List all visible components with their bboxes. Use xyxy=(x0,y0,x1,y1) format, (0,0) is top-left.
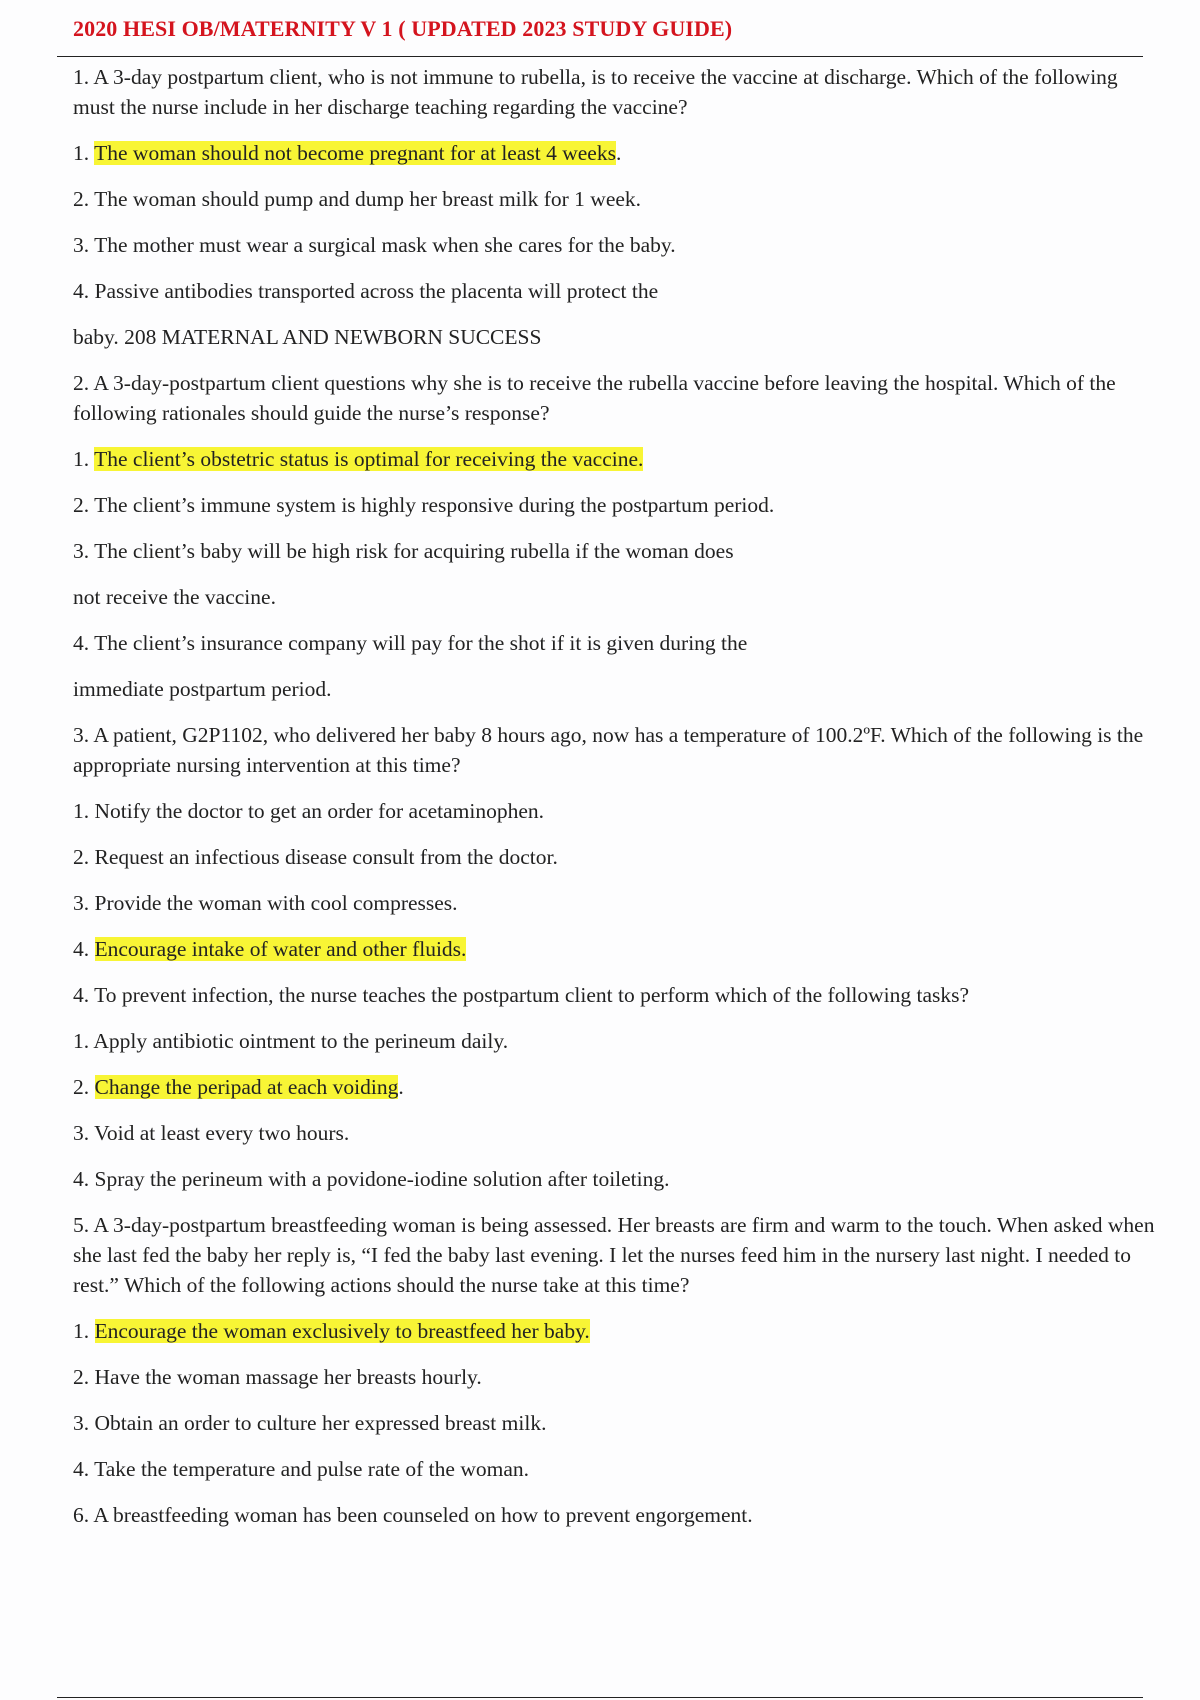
question-2-option-3-continued: not receive the vaccine. xyxy=(73,585,276,609)
page-title: 2020 HESI OB/MATERNITY V 1 ( UPDATED 2023 STUDY GUIDE) xyxy=(73,16,733,41)
question-3-stem: 3. A patient, G2P1102, who delivered her baby 8 hours ago, now has a temperature of 100.2ºF. Which of the following is the appropriate nursing intervention at this time? xyxy=(73,723,1144,777)
question-3-option-2: 2. Request an infectious disease consult from the doctor. xyxy=(73,845,558,869)
question-3-option-1: 1. Notify the doctor to get an order for acetaminophen. xyxy=(73,799,545,823)
question-5-option-4: 4. Take the temperature and pulse rate of the woman. xyxy=(73,1457,529,1481)
option-number: 2. xyxy=(73,1075,95,1099)
question-2-answer-highlighted xyxy=(73,444,1163,474)
highlighted-answer: The client’s obstetric status is optimal for receiving the vaccine. xyxy=(94,447,644,471)
highlighted-answer: The woman should not become pregnant for at least 4 weeks xyxy=(94,141,616,165)
question-4-stem: 4. To prevent infection, the nurse teaches the postpartum client to perform which of the following tasks? xyxy=(73,983,970,1007)
question-2-option-4-continued: immediate postpartum period. xyxy=(73,677,332,701)
question-3-option-3: 3. Provide the woman with cool compresses. xyxy=(73,891,458,915)
option-number: 1. xyxy=(73,447,95,471)
option-number: 4. xyxy=(73,937,95,961)
answer-suffix: . xyxy=(615,141,622,165)
document-body xyxy=(73,62,1163,1546)
question-5-stem: 5. A 3-day-postpartum breastfeeding woman is being assessed. Her breasts are firm and warm to the touch. When asked when she last fed the baby her reply is, “I fed the baby last evening. I let the nurses feed him in the nursery last night. I needed to rest.” Which of the following actions should the nurse take at this time? xyxy=(73,1213,1155,1297)
option-number: 1. xyxy=(73,1319,95,1343)
highlighted-answer: Change the peripad at each voiding xyxy=(94,1075,399,1099)
answer-suffix: . xyxy=(398,1075,404,1099)
question-1-option-3: 3. The mother must wear a surgical mask when she cares for the baby. xyxy=(73,233,676,257)
question-4-option-1: 1. Apply antibiotic ointment to the perineum daily. xyxy=(73,1029,509,1053)
question-5-option-2: 2. Have the woman massage her breasts hourly. xyxy=(73,1365,482,1389)
highlighted-answer: Encourage the woman exclusively to breastfeed her baby. xyxy=(94,1319,590,1343)
question-5-answer-highlighted xyxy=(73,1316,1163,1346)
question-2-option-3: 3. The client’s baby will be high risk for acquiring rubella if the woman does xyxy=(73,539,734,563)
question-1-option-2: 2. The woman should pump and dump her breast milk for 1 week. xyxy=(73,187,642,211)
question-6-stem: 6. A breastfeeding woman has been counseled on how to prevent engorgement. xyxy=(73,1503,753,1527)
question-4-option-3: 3. Void at least every two hours. xyxy=(73,1121,350,1145)
footer-divider xyxy=(57,1697,1143,1698)
highlighted-answer: Encourage intake of water and other fluids. xyxy=(94,937,467,961)
question-1-option-4-continued: baby. 208 MATERNAL AND NEWBORN SUCCESS xyxy=(73,325,542,349)
question-1-stem: 1. A 3-day postpartum client, who is not immune to rubella, is to receive the vaccine at discharge. Which of the following must the nurse include in her discharge teaching regarding the vaccine? xyxy=(73,65,1118,119)
header-divider xyxy=(57,56,1143,57)
question-1-option-4: 4. Passive antibodies transported across the placenta will protect the xyxy=(73,279,659,303)
question-4-option-4: 4. Spray the perineum with a povidone-iodine solution after toileting. xyxy=(73,1167,670,1191)
question-1-answer-highlighted xyxy=(73,138,1163,168)
question-4-answer-highlighted xyxy=(73,1072,1163,1102)
question-5-option-3: 3. Obtain an order to culture her expressed breast milk. xyxy=(73,1411,547,1435)
option-number: 1. xyxy=(73,141,95,165)
question-2-stem: 2. A 3-day-postpartum client questions why she is to receive the rubella vaccine before leaving the hospital. Which of the following rationales should guide the nurse’s response? xyxy=(73,371,1116,425)
question-2-option-2: 2. The client’s immune system is highly responsive during the postpartum period. xyxy=(73,493,775,517)
question-2-option-4: 4. The client’s insurance company will pay for the shot if it is given during the xyxy=(73,631,748,655)
question-3-answer-highlighted xyxy=(73,934,1163,964)
